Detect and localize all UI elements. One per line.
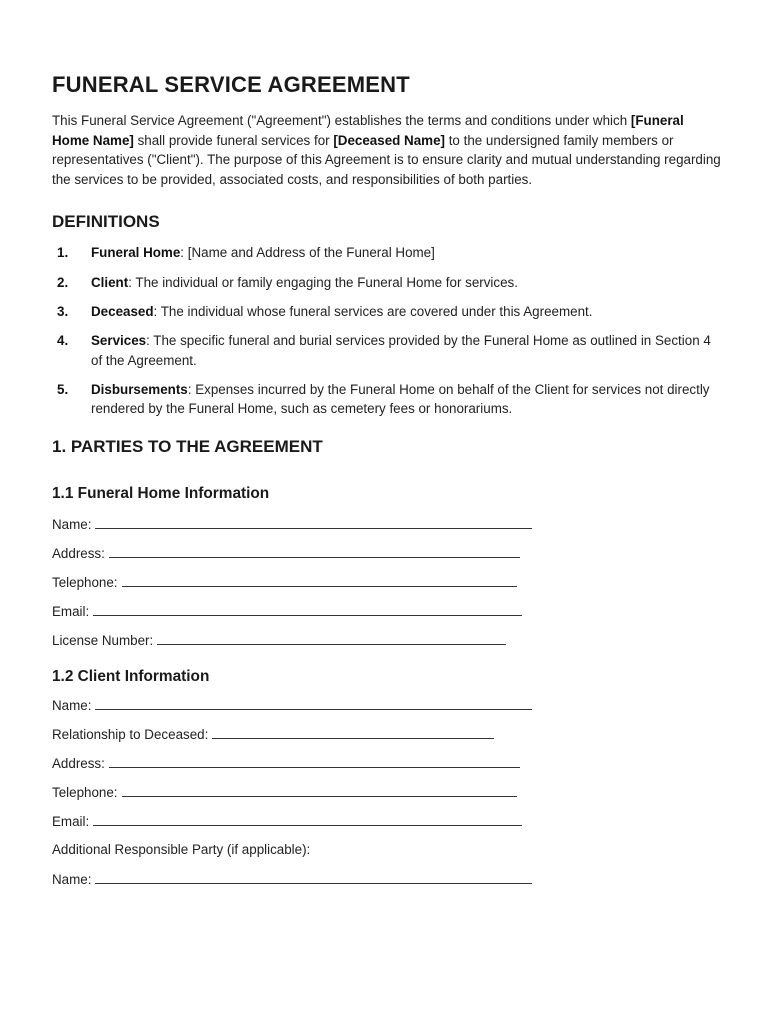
fill-in-line[interactable] — [122, 572, 517, 587]
definition-number: 5. — [57, 381, 69, 397]
definition-term: Funeral Home — [91, 245, 181, 261]
definition-text: : The individual whose funeral services are covered under this Agreement. — [153, 303, 593, 319]
deceased-name-placeholder: [Deceased Name] — [333, 132, 445, 148]
definition-number: 1. — [57, 245, 69, 261]
client-email-field[interactable] — [52, 811, 722, 831]
definition-item — [52, 302, 722, 322]
document-title: FUNERAL SERVICE AGREEMENT — [52, 72, 410, 97]
definition-text: : Expenses incurred by the Funeral Home on behalf of the Client for services not directly rendered by the Funeral Home, such as cemetery fees or honorariums. — [91, 381, 710, 417]
parties-heading: 1. PARTIES TO THE AGREEMENT — [52, 436, 323, 456]
definition-text: : The specific funeral and burial services provided by the Funeral Home as outlined in Section 4 of the Agreement. — [91, 332, 711, 368]
client-telephone-field[interactable] — [52, 782, 722, 802]
funeral-home-fields — [52, 514, 722, 650]
fill-in-line[interactable] — [95, 514, 532, 529]
fill-in-line[interactable] — [157, 630, 506, 645]
additional-party-label: Additional Responsible Party (if applicable): — [52, 842, 311, 858]
field-label: Address: — [52, 546, 105, 561]
field-label: Relationship to Deceased: — [52, 726, 209, 742]
field-label: Email: — [52, 604, 90, 620]
definition-number: 3. — [57, 303, 69, 319]
fill-in-line[interactable] — [95, 695, 532, 710]
definition-text: : [Name and Address of the Funeral Home] — [180, 245, 435, 261]
definition-item — [52, 380, 722, 419]
definition-term: Disbursements — [91, 381, 188, 397]
fill-in-line[interactable] — [109, 753, 520, 768]
intro-text-2: shall provide funeral services for — [133, 132, 334, 148]
definitions-heading: DEFINITIONS — [52, 212, 160, 232]
funeral-home-license-field[interactable] — [52, 630, 722, 650]
fill-in-line[interactable] — [212, 724, 494, 739]
definition-number: 2. — [57, 274, 69, 290]
client-address-field[interactable] — [52, 753, 722, 773]
document-page — [52, 70, 722, 899]
field-label: Address: — [52, 756, 105, 772]
funeral-home-name-field[interactable] — [52, 514, 722, 534]
definition-item — [52, 331, 722, 370]
fill-in-line[interactable] — [93, 811, 522, 826]
funeral-home-address-field[interactable] — [52, 543, 722, 563]
client-name-field[interactable] — [52, 695, 722, 715]
funeral-home-email-field[interactable] — [52, 601, 722, 621]
fill-in-line[interactable] — [109, 543, 520, 558]
client-info-heading: 1.2 Client Information — [52, 667, 210, 685]
definition-term: Deceased — [91, 303, 154, 319]
field-label: Telephone: — [52, 575, 118, 591]
funeral-home-info-heading: 1.1 Funeral Home Information — [52, 484, 270, 502]
field-label: Name: — [52, 872, 92, 888]
funeral-home-name-placeholder: [Funeral Home Name] — [52, 113, 684, 148]
intro-text-3: to the undersigned family members or representatives ("Client"). The purpose of this Agreement is to ensure clarity and mutual understanding regarding the services to be provided, associated costs, and responsibilities of both parties. — [52, 132, 721, 187]
fill-in-line[interactable] — [93, 601, 522, 616]
field-label: Telephone: — [52, 785, 118, 801]
field-label: Name: — [52, 697, 92, 713]
client-relationship-field[interactable] — [52, 724, 722, 744]
fill-in-line[interactable] — [122, 782, 517, 797]
intro-text-1: This Funeral Service Agreement ("Agreement") establishes the terms and conditions under which — [52, 113, 631, 128]
definition-number: 4. — [57, 332, 69, 348]
definition-term: Services — [91, 332, 147, 348]
definitions-list — [52, 243, 722, 419]
fill-in-line[interactable] — [95, 869, 532, 884]
intro-paragraph — [52, 111, 722, 189]
definition-term: Client — [91, 274, 129, 290]
definition-item — [52, 243, 722, 263]
definition-text: : The individual or family engaging the Funeral Home for services. — [128, 274, 518, 290]
client-fields — [52, 695, 722, 889]
field-label: Name: — [52, 516, 92, 532]
definition-item — [52, 273, 722, 293]
additional-party-name-field[interactable] — [52, 869, 722, 889]
funeral-home-telephone-field[interactable] — [52, 572, 722, 592]
field-label: License Number: — [52, 633, 154, 649]
field-label: Email: — [52, 814, 90, 830]
